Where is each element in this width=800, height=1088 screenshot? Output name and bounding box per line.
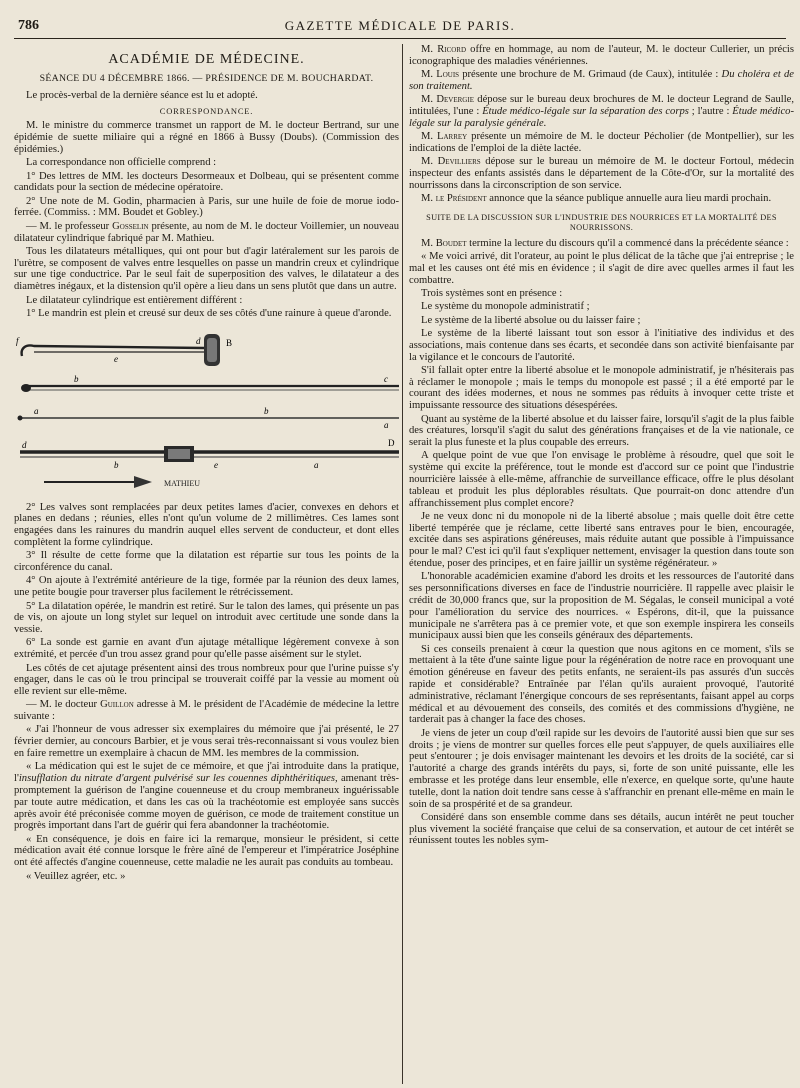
fig-letter: e [114, 353, 118, 364]
paragraph-veuillez: « Veuillez agréer, etc. » [26, 870, 126, 882]
paragraph-honneur: « J'ai l'honneur de vous adresser six exemplaires du mémoire que j'ai présenté, le 27 février dernier, au concours Barbier, et je vous serai très-reconnaissant si vous voulez bien en faire remettre un exemplaire à chacun de MM. les membres de la commission. [14, 724, 399, 760]
figure-caption: MATHIEU [164, 478, 200, 488]
paragraph-quelque: A quelque point de vue que l'on envisage le problème à résoudre, quel que soit le système qui excite la préférence, tout le monde est d'accord sur ce point que l'industrie nourricière laissée à elle-même, affranchie de surveillance efficace, offre le plus désolant tableau et produit les plus déplorables résultats. Que pourrait-on donc attendre d'un affranchissement plus complet encore? [409, 450, 794, 509]
paragraph-forme: 3° Il résulte de cette forme que la dilatation est répartie sur tous les points de la circonférence du canal. [14, 550, 399, 574]
correspondance-heading: CORRESPONDANCE. [159, 105, 254, 116]
left-column [14, 44, 399, 1088]
paragraph-letters: 1° Des lettres de MM. les docteurs Desormeaux et Dolbeau, qui se présentent comme candidats pour la section de médecine opératoire. [14, 170, 399, 194]
fig-letter: a [314, 459, 319, 470]
journal-title: GAZETTE MÉDICALE DE PARIS. [284, 18, 516, 33]
paragraph-medication: « La médication qui est le sujet de ce mémoire, et que j'ai introduite dans la pratique, l'insufflation du nitrate d'argent pulvérisé sur les couennes diphthéritiques, amenant très-promptement la guérison de l'angine couenneuse et du croup membraneux inguérissable par toute autre médication, et dans les cas où la trachéotomie est employée sans succès après avoir été préconisée comme moyen de guérison, ce mode de traitement constitue un progrès important dans l'art de guérir qui fera abandonner la trachéotomie. [14, 761, 399, 832]
paragraph-sonde: 6° La sonde est garnie en avant d'un ajutage métallique légèrement convexe à son extrémité, et percée d'un trou assez grand pour qu'elle passe aisément sur le stylet. [14, 637, 399, 661]
paragraph-arrive: « Me voici arrivé, dit l'orateur, au point le plus délicat de la tâche que j'ai entreprise ; le mal et les causes ont été mis en évidence ; il s'agit de dire avec quelles armes il faut les combattre. [409, 251, 794, 286]
fig-letter: b [114, 459, 119, 470]
paragraph-valves: 2° Les valves sont remplacées par deux petites lames d'acier, convexes en dehors et planes en dedans ; réunies, elles n'ont qu'un volume de 2 millimètres. Ces lames sont engagées dans les rainures du mandrin auquel elles servent de conducteur, et dont elles complètent la forme cylindrique. [14, 501, 399, 549]
paragraph-devergie: M. Devergie dépose sur le bureau deux brochures de M. le docteur Legrand de Saulle, intitulées, l'une : Étude médico-légale sur la séparation des corps ; l'autre : Étude médico-légale sur la paralysie générale. [409, 94, 794, 129]
paragraph-president: M. le Président annonce que la séance publique annuelle aura lieu mardi prochain. [421, 193, 772, 205]
paragraph-dilatateurs: Tous les dilatateurs métalliques, qui ont pour but d'agir latéralement sur les parois de l'urètre, se composent de valves entre lesquelles on passe un mandrin creux et cylindrique sur une tige conductrice. Par le seul fait de superposition des valves, le dilatateur a des diamètres inégaux, et la distension qu'il opère a lieu dans un sens plutôt que dans un autre. [14, 245, 399, 293]
fig-letter: e [214, 459, 218, 470]
paragraph-system-2: Le système de la liberté absolue ou du laisser faire ; [421, 314, 641, 326]
paragraph-gosselin: — M. le professeur Gosselin présente, au nom de M. le docteur Voillemier, un nouveau dilatateur cylindrique fabriqué par M. Mathieu. [14, 220, 399, 244]
paragraph-devilliers: M. Devilliers dépose sur le bureau un mémoire de M. le docteur Fortoul, médecin inspecteur des enfants assistés dans le département de la Côte-d'Or, sur la mortalité des nourrissons dans la circonscription de son service. [409, 156, 794, 191]
paragraph-note: 2° Une note de M. Godin, pharmacien à Paris, sur une huile de foie de morue iodo-ferrée. (Commiss. : MM. Boudet et Gobley.) [14, 195, 399, 219]
fig-letter: d [196, 335, 201, 346]
page-number: 786 [18, 18, 39, 33]
session-line: SÉANCE DU 4 DÉCEMBRE 1866. — PRÉSIDENCE DE M. BOUCHARDAT. [39, 73, 374, 84]
section-title: ACADÉMIE DE MÉDECINE. [108, 52, 305, 67]
paragraph-veux: Je ne veux donc ni du monopole ni de la liberté absolue ; mais quelle doit être cette liberté tempérée que je réclame, cette liberté sans entraves pour le bien, encouragée, excitée dans ses aspirations généreuses, mais réduite autant que possible à l'impuissance pour le mal? C'est ici qu'il faut s'expliquer nettement, envisager la question dans toute son étendue, poser des principes, et en faire jaillir un système régénérateur. » [409, 510, 794, 570]
paragraph-jeter: Je viens de jeter un coup d'œil rapide sur les devoirs de l'autorité aussi bien que sur ses droits ; je viens de montrer sur quelles forces elle peut s'appuyer, de quels auxiliaires elle peut s'entourer ; je dois envisager maintenant les devoirs et les droits de la société, car si l'autorité a charge des grands intérêts du pays, si, forte de son unité puissante, elle les embrasse et les protége dans leur ensemble, elle n'exerce, en quelque sorte, qu'une haute tutelle, dont la nation doit tendre sans cesse à s'affranchir en prenant elle-même en main le soin de sa prospérité et de sa grandeur. [409, 727, 794, 810]
paragraph-guillon: — M. le docteur Guillon adresse à M. le président de l'Académie de médecine la lettre suivante : [14, 699, 399, 723]
paragraph-system-3: Le système de la liberté laissant tout son essor à l'initiative des individus et des associations, mais contenue dans ses écarts, et secondée dans son activité bienfaisante par la vigilance et le concours de l'autorité. [409, 327, 794, 363]
fig-letter: f [16, 335, 19, 346]
paragraph-considere: Considéré dans son ensemble comme dans ses détails, aucun intérêt ne peut toucher plus vivement la société française que celui de sa conservation, et autour de cet intérêt se réunissent toutes les nobles sym- [409, 811, 794, 847]
name-gosselin: Gosselin [112, 220, 149, 232]
paragraph-minutes: Le procès-verbal de la dernière séance est lu et adopté. [26, 89, 258, 101]
paragraph-mandrin: 1° Le mandrin est plein et creusé sur deux de ses côtés d'une rainure à queue d'aronde. [26, 307, 392, 319]
fig-letter: d [22, 439, 27, 450]
name-guillon: Guillon [100, 699, 134, 711]
paragraph-cotes: Les côtés de cet ajutage présentent ainsi des trous nombreux pour que l'urine puisse s'y engager, dans le cas où le trou principal se trouverait coiffé par la vessie au moment où elle revient sur elle-même. [14, 662, 399, 698]
discussion-heading: SUITE DE LA DISCUSSION SUR L'INDUSTRIE DES NOURRICES ET LA MORTALITÉ DES NOURRISSONS. [426, 212, 777, 232]
right-column [409, 44, 794, 1088]
fig-letter: D [388, 437, 395, 448]
fig-letter: b [74, 373, 79, 384]
paragraph-minister: M. le ministre du commerce transmet un rapport de M. le docteur Bertrand, sur une épidémie de suette miliaire qui a régné en 1866 à Bussy (Doubs). (Commission des épidémies.) [14, 120, 399, 155]
paragraph-correspondance: La correspondance non officielle comprend : [26, 157, 217, 169]
paragraph-ajoute: 4° On ajoute à l'extrémité antérieure de la tige, formée par la réunion des deux lames, une petite bougie pour traverser plus facilement le rétrécissement. [14, 575, 399, 599]
paragraph-fallait: S'il fallait opter entre la liberté absolue et le monopole administratif, je n'hésiterais pas à réclamer le monopole ; mais le temps du monopole est passé ; il a été emporté par le courant des idées modernes, et nous ne sommes pas réduits à invoquer cette triste et impuissante ressource des situations désespérées. [409, 364, 794, 412]
fig-letter: B [226, 337, 233, 348]
fig-letter: a [34, 405, 39, 416]
fig-letter: c [384, 373, 388, 384]
paragraph-cylindrique: Le dilatateur cylindrique est entièrement différent : [26, 294, 243, 306]
paragraph-system-1: Le système du monopole administratif ; [421, 301, 590, 313]
page-header [14, 4, 786, 39]
paragraph-quant: Quant au système de la liberté absolue et du laisser faire, lorsqu'il s'agit de la plus faible des créatures, lorsqu'il s'agit du salut des générations françaises et de la vie nationale, ce serait la plus funeste et la plus coupable des erreurs. [409, 413, 794, 449]
paragraph-operee: 5° La dilatation opérée, le mandrin est retiré. Sur le talon des lames, qui présente un pas de vis, on ajoute un long stylet sur lequel on introduit avec certitude une sonde dans la vessie. [14, 600, 399, 636]
dilator-engraving [14, 326, 399, 498]
paragraph-larrey: M. Larrey présente un mémoire de M. le docteur Pécholier (de Montpellier), sur les indications de l'emploi de la diète lactée. [409, 131, 794, 154]
paragraph-trois: Trois systèmes sont en présence : [421, 288, 563, 300]
fig-letter: b [264, 405, 269, 416]
paragraph-consequence: « En conséquence, je dois en faire ici la remarque, monsieur le président, si cette médication avait été connue lorsque le frère aîné de l'empereur et l'impératrice Joséphine ont été affectés d'angine couenneuse, cette maladie ne les aurait pas conduits au tombeau. [14, 833, 399, 869]
paragraph-conseils: Si ces conseils prenaient à cœur la question que nous agitons en ce moment, s'ils se mettaient à la tête d'une sainte ligue pour la régénération de notre race en provoquant une émotion généreuse en faveur des petits enfants, ne seraient-ils pas assurés d'un succès rapide et considérable? Entraînée par l'élan qu'ils auraient provoqué, l'autorité administrative, réclamant l'énergique concours de ses représentants, faisant appel au corps médical et au dévouement des conseils, des comités et des commissions d'hygiène, ne tarderait pas à changer la face des choses. [409, 643, 794, 726]
paragraph-boudet: M. Boudet termine la lecture du discours qu'il a commencé dans la précédente séance : [421, 237, 789, 249]
paragraph-louis: M. Louis présente une brochure de M. Grimaud (de Caux), intitulée : Du choléra et de son traitement. [409, 69, 794, 92]
paragraph-ricord: M. Ricord offre en hommage, au nom de l'auteur, M. le docteur Cullerier, un précis iconographique des maladies vénériennes. [409, 44, 794, 67]
dilator-illustration [14, 326, 399, 498]
paragraph-honorable: L'honorable académicien examine d'abord les droits et les ressources de l'autorité dans ses personnifications diverses en face de l'industrie nourricière. Il rappelle avec plaisir le crédit de 30,000 francs que, sur la proposition de M. Ségalas, le conseil municipal a voté pour l'amélioration du service des nourrices. « Espérons, dit-il, que la puissance municipale ne s'arrêtera pas à ce premier vote, et que son exemple inspirera les conseils municipaux aussi bien que les conseils généraux des départements. [409, 571, 794, 642]
fig-letter: a [384, 419, 389, 430]
column-divider [402, 44, 403, 1084]
